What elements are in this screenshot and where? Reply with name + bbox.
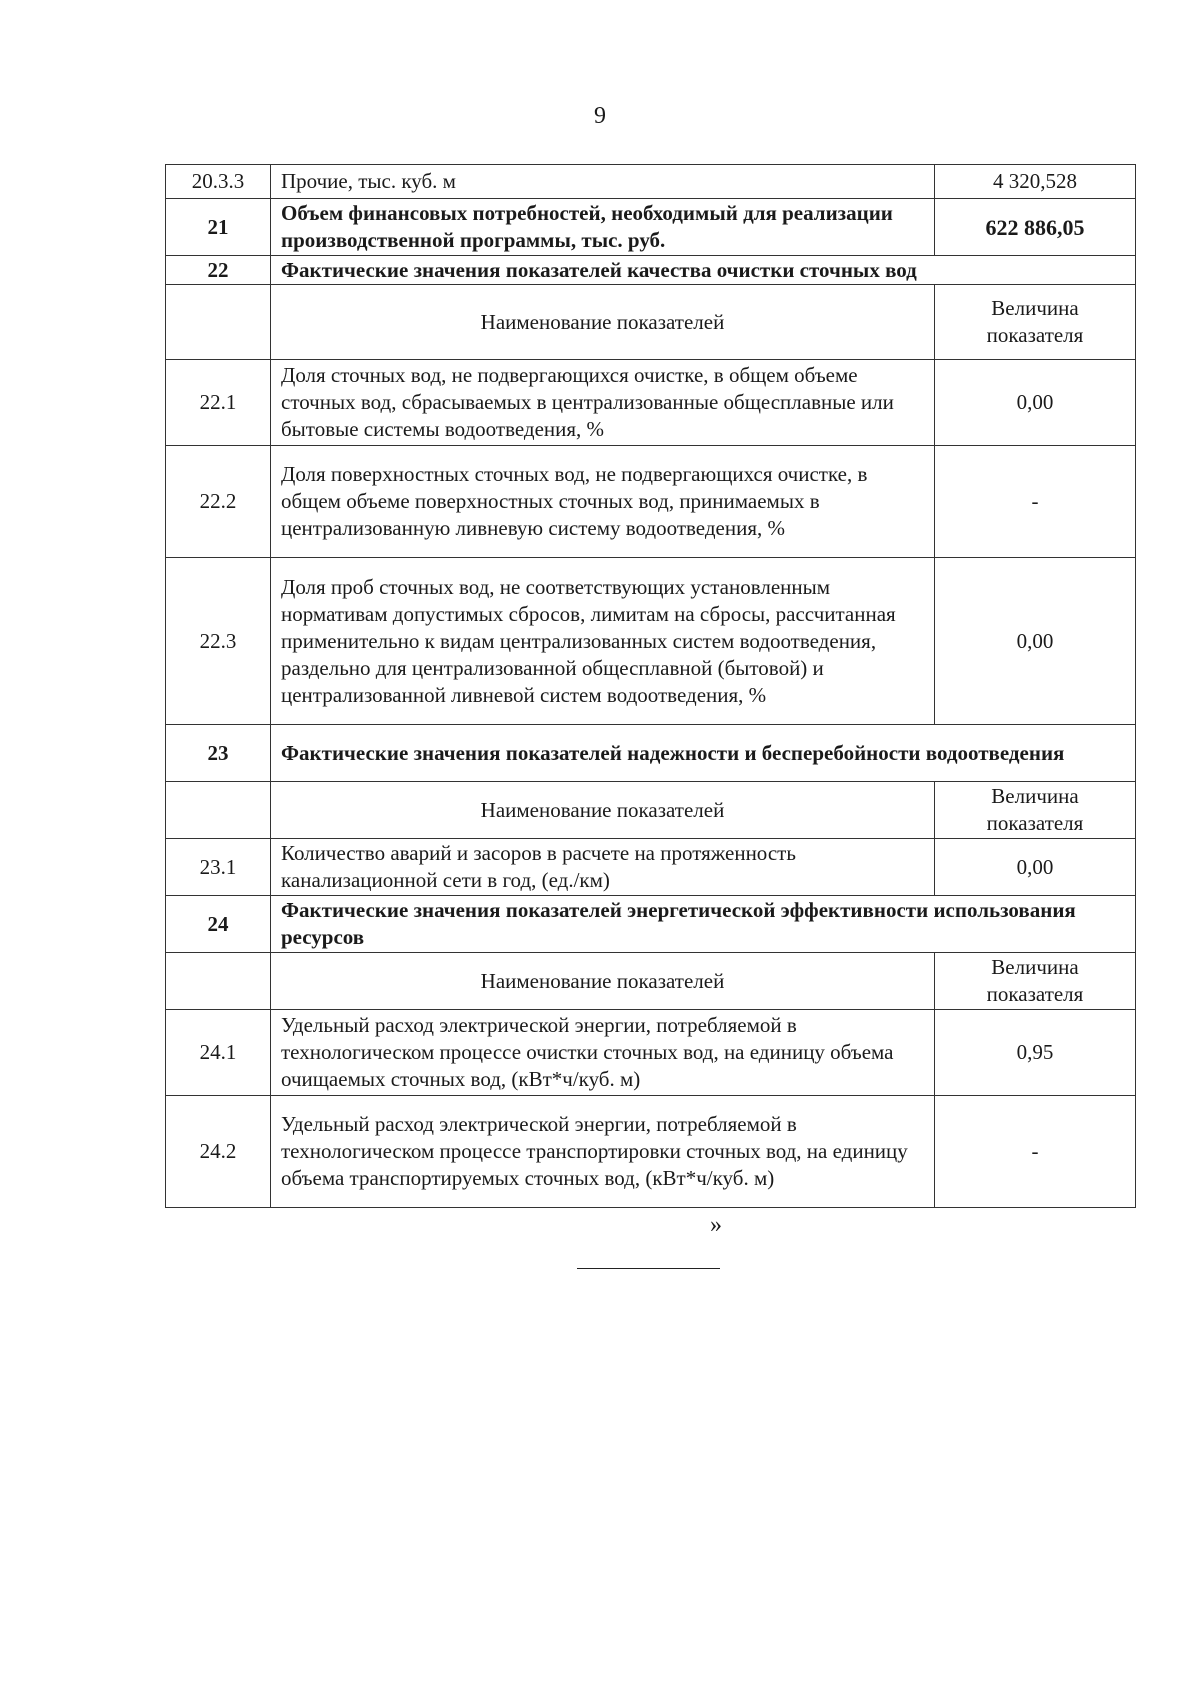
column-header-name: Наименование показателей	[271, 953, 935, 1010]
row-name: Удельный расход электрической энергии, потребляемой в технологическом процессе очистки сточных вод, на единицу объема очищаемых сточных вод, (кВт*ч/куб. м)	[271, 1010, 935, 1096]
row-name: Количество аварий и засоров в расчете на протяженность канализационной сети в год, (ед./км)	[271, 839, 935, 896]
footer-divider	[577, 1268, 720, 1269]
empty-cell	[166, 285, 271, 360]
table-row	[166, 839, 1136, 896]
table-row	[166, 558, 1136, 725]
row-value: 0,00	[935, 839, 1136, 896]
column-header-value: Величина показателя	[935, 782, 1136, 839]
section-number: 22	[166, 256, 271, 285]
row-value: 0,00	[935, 360, 1136, 446]
section-number: 24	[166, 896, 271, 953]
section-title: Фактические значения показателей энергетической эффективности использования ресурсов	[271, 896, 1136, 953]
table-row	[166, 199, 1136, 256]
table-row	[166, 1010, 1136, 1096]
section-number: 23	[166, 725, 271, 782]
table-row	[166, 1096, 1136, 1208]
section-title: Фактические значения показателей качества очистки сточных вод	[271, 256, 1136, 285]
row-number: 24.1	[166, 1010, 271, 1096]
section-title: Фактические значения показателей надежности и бесперебойности водоотведения	[271, 725, 1136, 782]
row-value: 622 886,05	[935, 199, 1136, 256]
column-header-row	[166, 285, 1136, 360]
row-value: 4 320,528	[935, 165, 1136, 199]
page-number: 9	[594, 103, 606, 129]
row-value: 0,00	[935, 558, 1136, 725]
column-header-row	[166, 782, 1136, 839]
row-name: Доля проб сточных вод, не соответствующих установленным нормативам допустимых сбросов, лимитам на сбросы, рассчитанная применительно к видам централизованных систем водоотведения, раздельно для централизованной общесплавной (бытовой) и централизованной ливневой систем водоотведения, %	[271, 558, 935, 725]
column-header-value: Величина показателя	[935, 953, 1136, 1010]
row-number: 24.2	[166, 1096, 271, 1208]
column-header-name: Наименование показателей	[271, 285, 935, 360]
empty-cell	[166, 953, 271, 1010]
table-row	[166, 446, 1136, 558]
closing-quote: »	[710, 1212, 722, 1238]
column-header-value: Величина показателя	[935, 285, 1136, 360]
row-name: Удельный расход электрической энергии, потребляемой в технологическом процессе транспортировки сточных вод, на единицу объема транспортируемых сточных вод, (кВт*ч/куб. м)	[271, 1096, 935, 1208]
row-number: 20.3.3	[166, 165, 271, 199]
column-header-name: Наименование показателей	[271, 782, 935, 839]
section-header-row	[166, 896, 1136, 953]
column-header-row	[166, 953, 1136, 1010]
empty-cell	[166, 782, 271, 839]
row-name: Объем финансовых потребностей, необходимый для реализации производственной программы, тыс. руб.	[271, 199, 935, 256]
table-row	[166, 165, 1136, 199]
section-header-row	[166, 256, 1136, 285]
table-row	[166, 360, 1136, 446]
row-value: -	[935, 446, 1136, 558]
indicators-table	[165, 164, 1136, 1208]
row-number: 22.3	[166, 558, 271, 725]
row-number: 22.2	[166, 446, 271, 558]
section-header-row	[166, 725, 1136, 782]
row-number: 22.1	[166, 360, 271, 446]
row-number: 23.1	[166, 839, 271, 896]
row-name: Прочие, тыс. куб. м	[271, 165, 935, 199]
row-value: 0,95	[935, 1010, 1136, 1096]
row-name: Доля поверхностных сточных вод, не подвергающихся очистке, в общем объеме поверхностных сточных вод, принимаемых в централизованную ливневую систему водоотведения, %	[271, 446, 935, 558]
row-number: 21	[166, 199, 271, 256]
row-name: Доля сточных вод, не подвергающихся очистке, в общем объеме сточных вод, сбрасываемых в централизованные общесплавные или бытовые системы водоотведения, %	[271, 360, 935, 446]
row-value: -	[935, 1096, 1136, 1208]
